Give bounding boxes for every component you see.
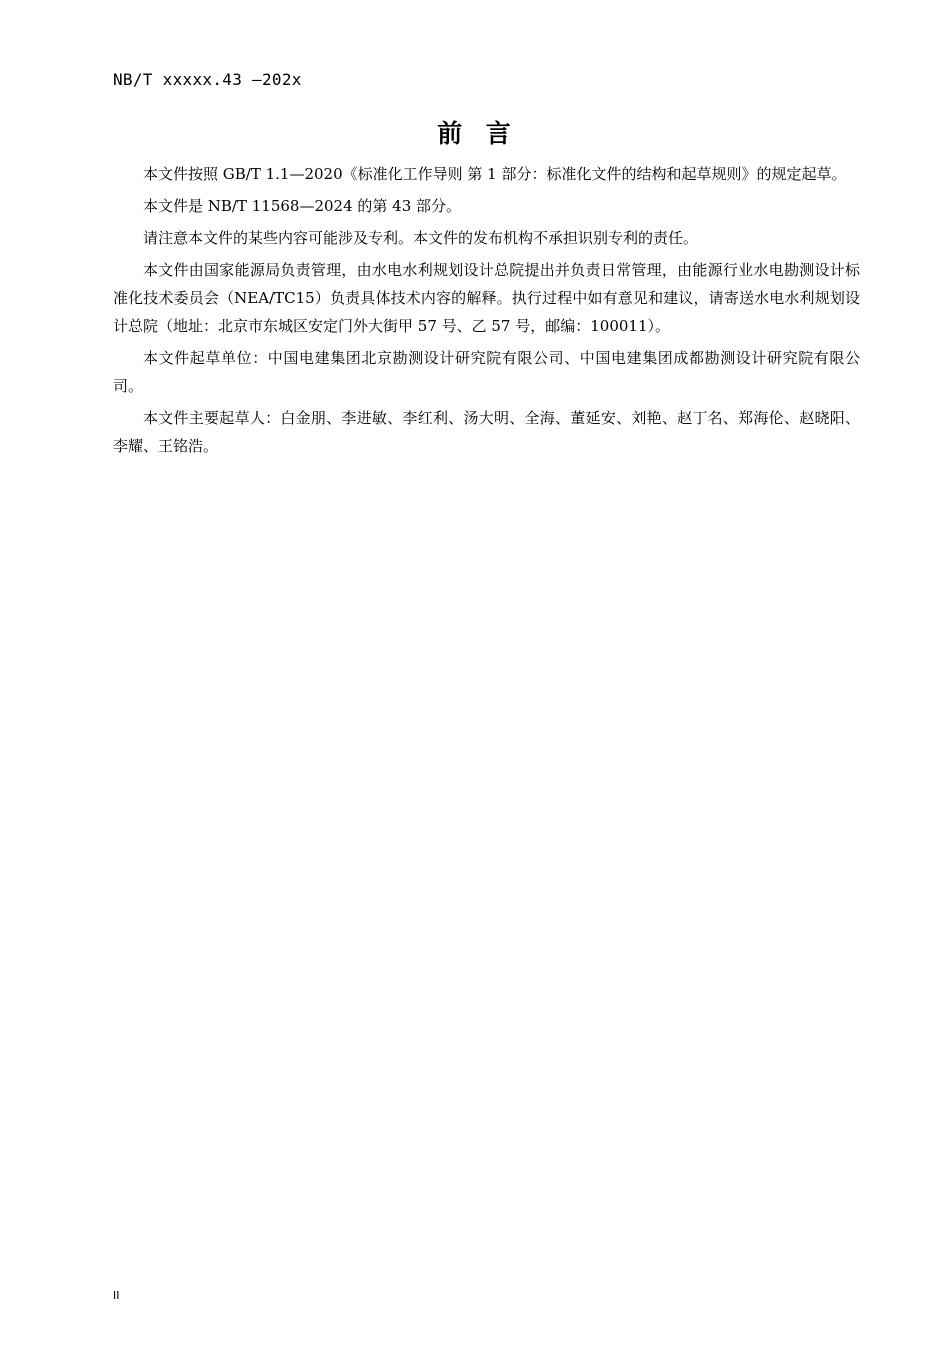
foreword-body <box>113 160 860 464</box>
paragraph-drafting-units: 本文件起草单位：中国电建集团北京勘测设计研究院有限公司、中国电建集团成都勘测设计研究院有限公司。 <box>113 349 860 395</box>
page-title: 前 言 <box>437 119 513 148</box>
paragraph-drafting-rules: 本文件按照 GB/T 1.1—2020《标准化工作导则 第 1 部分：标准化文件的结构和起草规则》的规定起草。 <box>143 165 847 183</box>
paragraph-part-number: 本文件是 NB/T 11568—2024 的第 43 部分。 <box>143 197 462 215</box>
paragraph-patent-notice: 请注意本文件的某些内容可能涉及专利。本文件的发布机构不承担识别专利的责任。 <box>143 229 699 247</box>
paragraph-management: 本文件由国家能源局负责管理，由水电水利规划设计总院提出并负责日常管理，由能源行业水电勘测设计标准化技术委员会（NEA/TC15）负责具体技术内容的解释。执行过程中如有意见和建议，请寄送水电水利规划设计总院（地址：北京市东城区安定门外大街甲 57 号、乙 57 号，邮编：100011）。 <box>113 261 860 335</box>
page-number: II <box>113 1289 120 1302</box>
paragraph-drafters: 本文件主要起草人：白金朋、李进敏、李红利、汤大明、全海、董延安、刘艳、赵丁名、郑海伦、赵晓阳、李耀、王铭浩。 <box>113 409 860 455</box>
document-code: NB/T xxxxx.43 —202x <box>113 70 302 89</box>
